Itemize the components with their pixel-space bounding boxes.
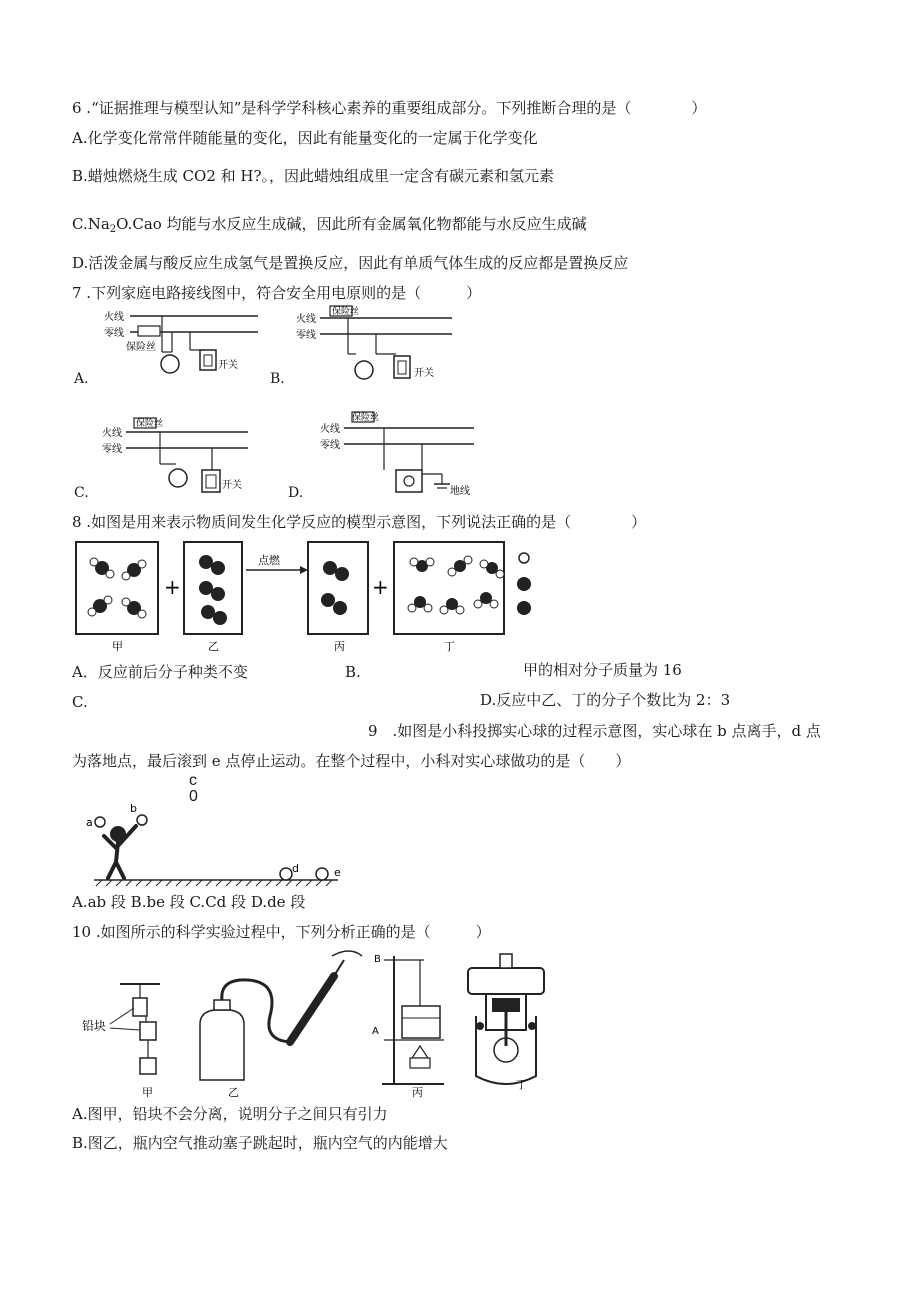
q7-c-fuse-label: 保险丝 [136, 419, 164, 429]
q7-b-switch-label: 开关 [414, 368, 434, 379]
q8-box-jia-label: 甲 [112, 640, 123, 653]
q7-b-live-label: 火线 [296, 314, 316, 325]
q6-option-b: B.蜡烛燃烧生成 CO2 和 H?。，因此蜡烛组成里一定含有碳元素和氢元素 [72, 167, 555, 185]
q10-stem: 10 .如图所示的科学实验过程中，下列分析正确的是（ ） [72, 923, 491, 941]
q10-fig-yi-label: 乙 [228, 1086, 239, 1099]
q9-c-top: c [189, 772, 197, 789]
q9-stem-part2: 为落地点，最后滚到 e 点停止运动。在整个过程中，小科对实心球做功的是（ ） [72, 752, 631, 770]
q8-option-d: D.反应中乙、丁的分子个数比为 2：3 [480, 691, 731, 709]
q7-circuit-a [100, 306, 260, 388]
q10-lead-block-label: 铅块 [82, 1019, 107, 1033]
q6-stem: 6 .“证据推理与模型认知”是科学学科核心素养的重要组成部分。下列推断合理的是（ ） [72, 99, 707, 117]
q10-fig-jia-label: 甲 [142, 1086, 153, 1099]
q7-label-d: D. [288, 485, 304, 501]
q6-option-a: A.化学变化常常伴随能量的变化，因此有能量变化的一定属于化学变化 [72, 129, 538, 147]
svg-text:+: + [372, 575, 389, 599]
q8-box-yi-label: 乙 [208, 640, 219, 653]
q8-box-bing-label: 丙 [334, 640, 345, 653]
q7-label-a: A. [74, 371, 89, 387]
q7-a-live-label: 火线 [104, 312, 124, 323]
q8-stem: 8 .如图是用来表示物质间发生化学反应的模型示意图，下列说法正确的是（ ） [72, 513, 647, 531]
q7-d-live-label: 火线 [320, 424, 340, 435]
q7-a-fuse-label: 保险丝 [126, 342, 156, 353]
q7-stem: 7 .下列家庭电路接线图中，符合安全用电原则的是（ ） [72, 284, 482, 302]
q9-point-e: e [334, 866, 341, 879]
q9-options: A.ab 段 B.be 段 C.Cd 段 D.de 段 [72, 893, 306, 911]
q7-label-b: B. [270, 371, 285, 387]
q7-c-live-label: 火线 [102, 428, 122, 439]
q10-experiment-figures [80, 946, 555, 1102]
q6-option-c-post: O.Cao 均能与水反应生成碱，因此所有金属氧化物都能与水反应生成碱 [116, 215, 587, 233]
q7-a-neutral-label: 零线 [104, 328, 124, 339]
q8-option-b-label: B. [345, 663, 361, 681]
q10-option-a: A.图甲，铅块不会分离，说明分子之间只有引力 [72, 1105, 388, 1123]
q8-arrow-label: 点燃 [258, 554, 280, 567]
q7-circuit-b [294, 302, 454, 390]
q8-option-c-label: C. [72, 693, 88, 711]
q9-point-b: b [130, 802, 137, 815]
q8-box-ding-label: 丁 [444, 640, 455, 653]
q10-fig-ding-label: 丁 [516, 1078, 527, 1091]
q10-option-b: B.图乙，瓶内空气推动塞子跳起时，瓶内空气的内能增大 [72, 1134, 448, 1152]
q8-reaction-diagram [72, 538, 542, 656]
q7-circuit-c [100, 412, 250, 500]
q7-a-switch-label: 开关 [218, 360, 238, 371]
q6-option-c [72, 214, 587, 240]
q9-point-a: a [86, 816, 93, 829]
q7-d-neutral-label: 零线 [320, 440, 340, 451]
q8-option-b-text: 甲的相对分子质量为 16 [523, 661, 682, 679]
q9-throw-diagram [78, 796, 348, 888]
svg-text:+: + [164, 575, 181, 599]
q7-circuit-d [318, 408, 478, 500]
q6-option-d: D.活泼金属与酸反应生成氢气是置换反应，因此有单质气体生成的反应都是置换反应 [72, 254, 629, 272]
q7-c-switch-label: 开关 [222, 480, 242, 491]
q7-c-neutral-label: 零线 [102, 444, 122, 455]
q6-option-c-pre: C.Na [72, 215, 110, 233]
q10-fig-bing-label: 丙 [412, 1086, 423, 1099]
q7-b-neutral-label: 零线 [296, 330, 316, 341]
q9-c-zero: 0 [189, 788, 198, 805]
q10-letter-b: B [374, 954, 381, 965]
q7-d-fuse-label: 保险丝 [352, 413, 380, 423]
q6-option-c-sub: 2 [109, 224, 117, 235]
q9-stem-part1: 9 .如图是小科投掷实心球的过程示意图，实心球在 b 点离手，d 点 [368, 722, 821, 740]
q9-point-d: d [292, 862, 299, 875]
q8-option-a: A．反应前后分子种类不变 [72, 663, 248, 681]
q7-d-ground-label: 地线 [450, 486, 470, 497]
q7-label-c: C. [74, 485, 89, 501]
q10-letter-a: A [372, 1026, 379, 1037]
q7-b-fuse-label: 保险丝 [332, 307, 360, 317]
